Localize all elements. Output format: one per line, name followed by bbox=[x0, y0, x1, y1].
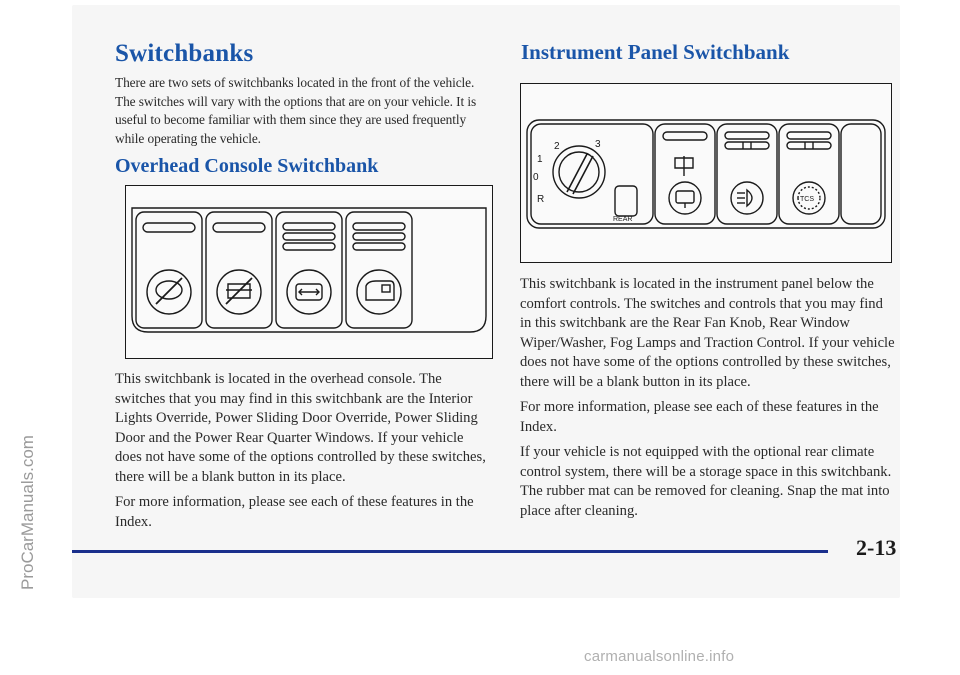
rear-wiper-icon bbox=[675, 156, 693, 176]
instrument-panel-description: This switchbank is located in the instrument panel below the comfort controls. The switches and controls that you may find in this switchbank are the Rear Fan Knob, Rear Window Wiper/Washer, Fog Lamps and Traction Control. If your vehicle does not have some of the options controlled by these switches, there will be a blank button in its place. bbox=[520, 276, 895, 390]
knob-label-r: R bbox=[537, 194, 545, 205]
switchbanks-intro: There are two sets of switchbanks located in the front of the vehicle. The switches will vary with the options that are on your vehicle. It is useful to become familiar with them since they are used frequently while operating the vehicle. bbox=[115, 75, 477, 146]
knob-label-0: 0 bbox=[533, 172, 539, 183]
overhead-console-diagram bbox=[126, 186, 492, 358]
blank-button-housing bbox=[841, 124, 881, 224]
fog-lamp-icon bbox=[737, 190, 752, 206]
sliding-door-override-icon bbox=[226, 278, 252, 304]
instrument-panel-text bbox=[520, 275, 896, 521]
left-column bbox=[115, 40, 487, 178]
knob-fan-indicator bbox=[615, 186, 637, 216]
rear-quarter-window-icon bbox=[366, 281, 394, 300]
rear-wiper-washer-button bbox=[669, 182, 701, 214]
instrument-panel-diagram bbox=[521, 84, 891, 262]
side-watermark: ProCarManuals.com bbox=[18, 435, 37, 590]
sliding-door-icon bbox=[296, 284, 322, 300]
overhead-console-see-index: For more information, please see each of these features in the Index. bbox=[115, 494, 474, 530]
knob-label-1: 1 bbox=[537, 154, 543, 165]
footer-rule bbox=[72, 550, 828, 553]
instrument-panel-figure bbox=[520, 83, 892, 263]
overhead-console-description: This switchbank is located in the overhead console. The switches that you may find in this switchbank are the Interior Lights Override, Power Sliding Door Override, Power Sliding Door and the Power Rear Quarter Windows. If your vehicle does not have some of the options controlled by these switches, there will be a blank button in its place. bbox=[115, 371, 486, 485]
interior-light-icon bbox=[156, 278, 182, 304]
instrument-panel-heading: Instrument Panel Switchbank bbox=[521, 40, 790, 64]
rear-fan-knob bbox=[553, 146, 605, 198]
right-column bbox=[521, 40, 895, 65]
overhead-console-heading: Overhead Console Switchbank bbox=[115, 155, 379, 178]
bottom-watermark: carmanualsonline.info bbox=[584, 648, 735, 665]
rear-climate-storage-note: If your vehicle is not equipped with the optional rear climate control system, there will be a storage space in this switchbank. The rubber mat can be removed for cleaning. Snap the mat into place after cleaning. bbox=[520, 444, 892, 519]
knob-label-3: 3 bbox=[595, 139, 601, 150]
instrument-panel-see-index: For more information, please see each of these features in the Index. bbox=[520, 399, 879, 435]
knob-label-2: 2 bbox=[554, 141, 560, 152]
page-number: 2-13 bbox=[856, 535, 897, 560]
switchbanks-heading: Switchbanks bbox=[115, 40, 254, 67]
knob-label-rear: REAR bbox=[613, 216, 633, 223]
indicator-bar-2 bbox=[213, 223, 265, 232]
indicator-bar-1 bbox=[143, 223, 195, 232]
rear-fan-knob-housing bbox=[531, 124, 653, 224]
overhead-console-figure bbox=[125, 185, 493, 359]
tcs-label: TCS bbox=[800, 196, 814, 203]
rear-washer-icon bbox=[676, 191, 694, 208]
overhead-console-text bbox=[115, 370, 491, 532]
